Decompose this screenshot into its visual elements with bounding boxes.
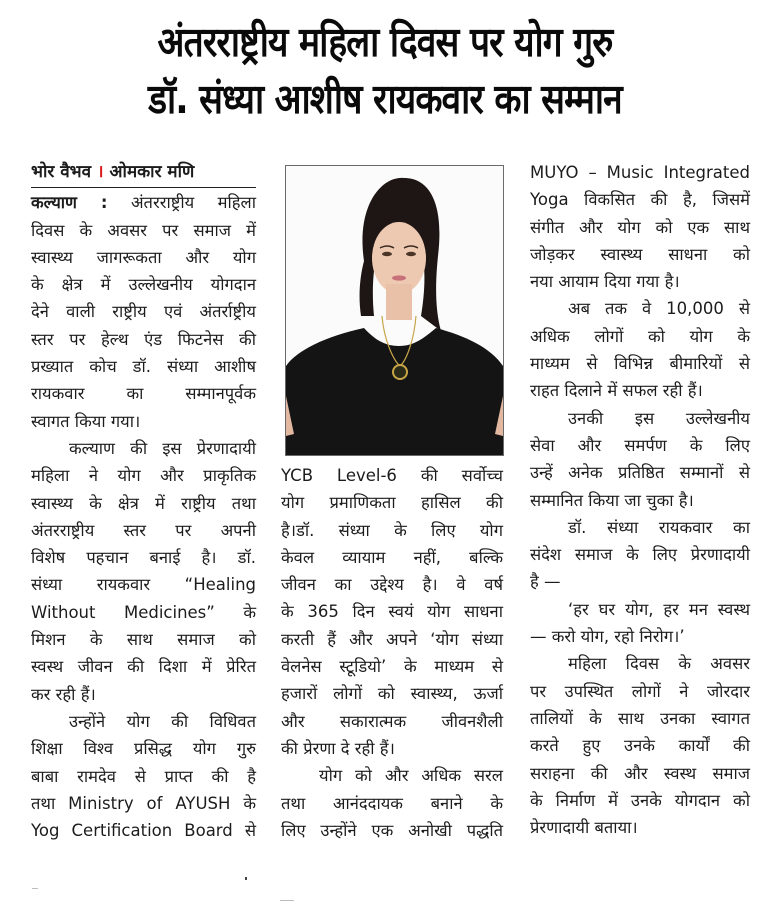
article-column-1: [31, 159, 256, 844]
article-line: तालियों के साथ उनका स्वागत: [530, 708, 750, 728]
article-line: कर रही हैं।: [31, 684, 96, 704]
neck-shape: [386, 284, 412, 320]
article-line: की प्रेरणा दे रही हैं।: [281, 738, 395, 758]
article-line: स्वागत किया गया।: [31, 411, 141, 431]
article-line: वेलनेस स्टूडियो’ के माध्यम से: [281, 657, 503, 677]
article-line: करते हुए उनके कार्यों की: [530, 736, 750, 756]
article-line: रायकवार का सम्मानपूर्वक: [31, 384, 256, 404]
byline-reporter: ओमकार मणि: [109, 162, 195, 182]
dateline: कल्याण :: [31, 193, 108, 213]
article-line: स्वस्थ जीवन की दिशा में प्रेरित: [31, 657, 256, 677]
pendant: [393, 365, 407, 379]
article-line: दिवस के अवसर पर समाज में: [31, 220, 256, 240]
article-line: कल्याण की इस प्रेरणादायी: [69, 438, 256, 458]
article-line: MUYO – Music Integrated: [530, 163, 750, 182]
article-line: Without Medicines” के: [31, 602, 256, 622]
headline-line-1: अंतरराष्ट्रीय महिला दिवस पर योग गुरु: [157, 18, 613, 66]
article-line: सेवा और समर्पण के लिए: [530, 435, 750, 455]
shirt-shape: [286, 328, 503, 455]
article-line: मिशन के साथ समाज को: [31, 630, 256, 650]
article-line: Yoga विकसित की है, जिसमें: [530, 190, 750, 210]
article-line: जीवन का उद्देश्य है। वे वर्ष: [281, 575, 503, 595]
byline-separator: ।: [97, 162, 104, 182]
article-line: कल्याण : अंतरराष्ट्रीय महिला: [31, 193, 256, 213]
article-line: केवल व्यायाम नहीं, बल्कि: [281, 547, 503, 567]
article-line: तथा आनंददायक बनाने के: [281, 793, 503, 813]
byline: [31, 159, 256, 188]
article-line: नया आयाम दिया गया है।: [530, 272, 680, 292]
portrait-image: [286, 166, 503, 455]
article-line: के 365 दिन स्वयं योग साधना: [281, 602, 503, 622]
article-line: जोड़कर स्वास्थ्य साधना को: [530, 244, 750, 264]
article-line: विशेष पहचान बनाई है। डॉ.: [31, 548, 256, 568]
article-line: डॉ. संध्या रायकवार का: [568, 517, 750, 537]
article-line: संगीत और योग को एक साथ: [530, 217, 750, 237]
article-line: प्रख्यात कोच डॉ. संध्या आशीष: [31, 357, 256, 377]
article-column-2: [281, 462, 503, 844]
article-line: बाबा रामदेव से प्राप्त की है: [31, 766, 256, 786]
article-line: प्रेरणादायी बताया।: [530, 818, 638, 838]
article-line: महिला दिवस के अवसर: [568, 654, 750, 674]
lips: [392, 275, 406, 280]
article-line: Yog Certification Board से: [31, 821, 256, 841]
portrait-photo: [285, 165, 504, 456]
article-line: स्वास्थ्य के क्षेत्र में राष्ट्रीय तथा: [31, 493, 256, 513]
article-line: है।डॉ. संध्या के लिए योग: [281, 520, 503, 540]
article-line: स्तर पर हेल्थ एंड फिटनेस की: [31, 329, 256, 349]
article-line: राहत दिलाने में सफल रही हैं।: [530, 381, 703, 401]
article-line: के क्षेत्र में उल्लेखनीय योगदान: [31, 275, 256, 295]
print-speck: [245, 877, 247, 880]
article-line: योग को और अधिक सरल: [319, 766, 503, 786]
headline-line-2: डॉ. संध्या आशीष रायकवार का सम्मान: [148, 75, 622, 123]
article-line: शिक्षा विश्व प्रसिद्ध योग गुरु: [31, 739, 256, 759]
article-line: अब तक वे 10,000 से: [568, 299, 750, 319]
byline-publication: भोर वैभव: [31, 162, 92, 182]
article-line: अंतरराष्ट्रीय स्तर पर अपनी: [31, 520, 256, 540]
eye-right: [406, 252, 416, 256]
eye-left: [382, 252, 392, 256]
print-speck: [280, 900, 294, 901]
article-column-3: [530, 159, 750, 841]
article-line: संदेश समाज के लिए प्रेरणादायी: [530, 545, 750, 565]
article-line: महिला ने योग और प्राकृतिक: [31, 466, 256, 486]
quote-line: ‘हर घर योग, हर मन स्वस्थ: [568, 599, 750, 619]
article-line: योग प्रमाणिकता हासिल की: [281, 493, 503, 513]
article-line: तथा Ministry of AYUSH के: [31, 793, 256, 813]
article-line: सम्मानित किया जा चुका है।: [530, 490, 694, 510]
article-line: देने वाली राष्ट्रीय एवं अंतर्राष्ट्रीय: [31, 302, 256, 322]
article-line: सराहना की और स्वस्थ समाज: [530, 763, 750, 783]
article-line: अधिक लोगों को योग के: [530, 326, 750, 346]
article-line: के निर्माण में उनके योगदान को: [530, 790, 750, 810]
print-speck: [32, 888, 38, 889]
article-line: उन्होंने योग की विधिवत: [69, 711, 256, 731]
article-line: संध्या रायकवार “Healing: [31, 575, 256, 595]
article-line: और सकारात्मक जीवनशैली: [281, 711, 503, 731]
article-line: है —: [530, 572, 561, 592]
article-line: उनकी इस उल्लेखनीय: [568, 408, 750, 428]
article-line: YCB Level-6 की सर्वोच्च: [281, 466, 503, 485]
article-line: उन्हें अनेक प्रतिष्ठित सम्मानों से: [530, 463, 750, 483]
article-line: लिए उन्होंने एक अनोखी पद्धति: [281, 820, 503, 840]
article-line: पर उपस्थित लोगों ने जोरदार: [530, 681, 750, 701]
quote-line: — करो योग, रहो निरोग।’: [530, 627, 685, 647]
article-line: करती हैं और अपने ‘योग संध्या: [281, 629, 503, 649]
article-line: स्वास्थ्य जागरूकता और योग: [31, 247, 256, 267]
headline: [54, 14, 716, 128]
article-line: माध्यम से विभिन्न बीमारियों से: [530, 354, 750, 374]
face-shape: [372, 222, 426, 294]
article-line: हजारों लोगों को स्वास्थ्य, ऊर्जा: [281, 684, 503, 704]
